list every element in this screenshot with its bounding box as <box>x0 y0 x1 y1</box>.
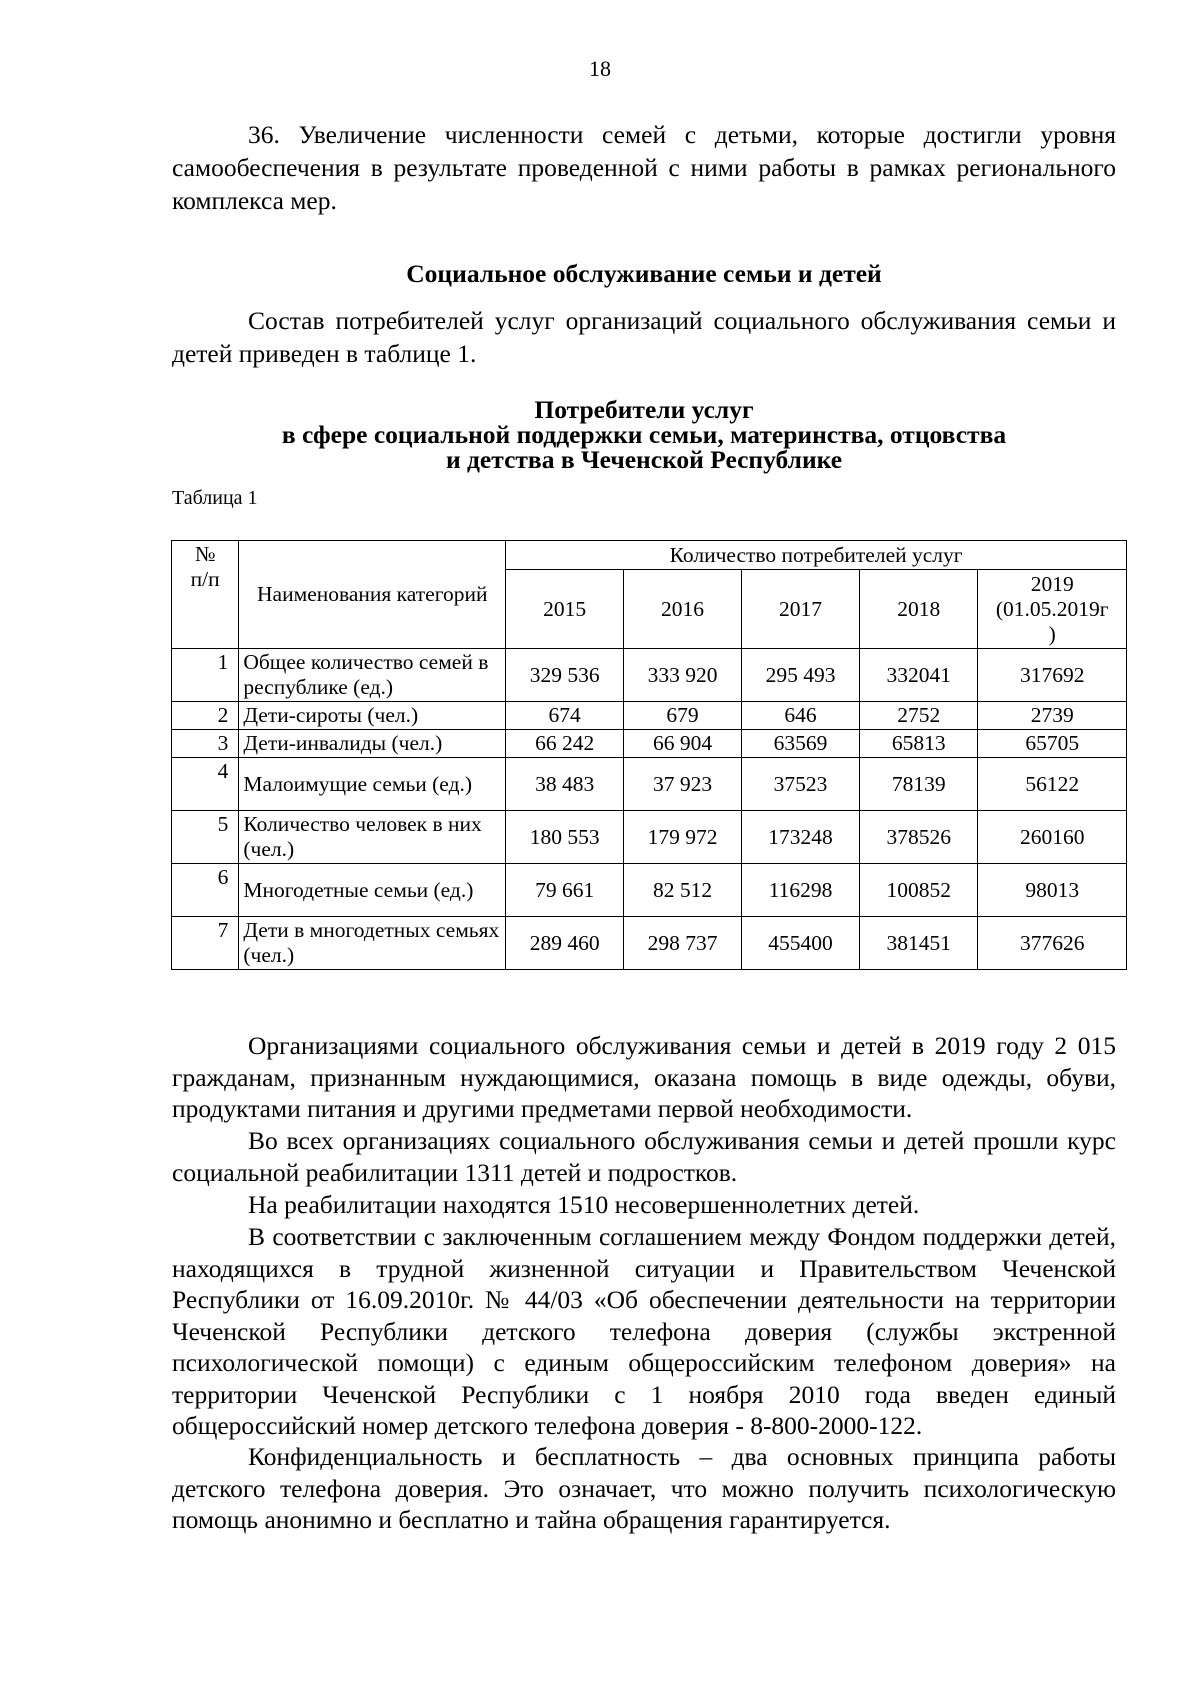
row-value-2015: 79 661 <box>506 864 624 917</box>
row-value-2015: 289 460 <box>506 917 624 970</box>
row-value-2016: 37 923 <box>624 758 742 811</box>
body-paragraph: Организациями социального обслуживания семьи и детей в 2019 году 2 015 гражданам, признанным нуждающимися, оказана помощь в виде одежды, обуви, продуктами питания и другими предметами первой необходимости. <box>172 1031 1116 1123</box>
row-category: Дети-сироты (чел.) <box>239 702 506 730</box>
header-group-cell: Количество потребителей услуг <box>506 541 1127 570</box>
consumers-table <box>171 540 1127 970</box>
row-value-2018: 2752 <box>860 702 978 730</box>
header-year-2019-line-1: 2019 <box>1030 571 1074 596</box>
row-value-2018: 78139 <box>860 758 978 811</box>
header-number-sign: № <box>194 542 216 566</box>
row-value-2015: 329 536 <box>506 649 624 702</box>
header-year-2019-line-3: ) <box>1048 621 1056 646</box>
row-number: 6 <box>172 864 239 917</box>
row-value-2018: 378526 <box>860 811 978 864</box>
row-value-2017: 116298 <box>741 864 859 917</box>
header-year-2018: 2018 <box>860 570 978 649</box>
table-row <box>172 730 1127 758</box>
table-caption: Таблица 1 <box>172 487 258 509</box>
table-header-row <box>172 541 1127 570</box>
body-paragraph: В соответствии с заключенным соглашением между Фондом поддержки детей, находящихся в трудной жизненной ситуации и Правительством Чеченской Республики от 16.09.2010г. № 44/03 «Об обеспечении деятельности на территории Чеченской Республики детского телефона доверия (службы экстренной психологической помощи) с единым общероссийским телефоном доверия» на территории Чеченской Республики с 1 ноября 2010 года введен единый общероссийский номер детского телефона доверия - 8-800-2000-122. <box>172 1222 1116 1440</box>
table-row <box>172 702 1127 730</box>
row-value-2017: 455400 <box>741 917 859 970</box>
table-row <box>172 649 1127 702</box>
section-title: Социальное обслуживание семьи и детей <box>406 259 882 288</box>
row-value-2015: 674 <box>506 702 624 730</box>
table-row <box>172 758 1127 811</box>
body-paragraph: Во всех организациях социального обслуживания семьи и детей прошли курс социальной реабилитации 1311 детей и подростков. <box>172 1126 1116 1187</box>
header-year-2019 <box>978 570 1127 649</box>
row-value-2016: 298 737 <box>624 917 742 970</box>
row-value-2017: 173248 <box>741 811 859 864</box>
table-row <box>172 864 1127 917</box>
row-value-2019: 377626 <box>978 917 1127 970</box>
body-paragraph: Конфиденциальность и бесплатность – два основных принципа работы детского телефона доверия. Это означает, что можно получить психологическую помощь анонимно и бесплатно и тайна обращения гарантируется. <box>172 1442 1116 1534</box>
row-value-2017: 37523 <box>741 758 859 811</box>
section-intro-paragraph: Состав потребителей услуг организаций социального обслуживания семьи и детей приведен в таблице 1. <box>172 306 1116 368</box>
header-number-cell <box>172 541 239 649</box>
row-category: Дети в многодетных семьях (чел.) <box>239 917 506 970</box>
row-category: Дети-инвалиды (чел.) <box>239 730 506 758</box>
body-paragraph: На реабилитации находятся 1510 несовершеннолетних детей. <box>248 1190 920 1219</box>
table-title-line-1: Потребители услуг <box>534 395 754 424</box>
header-name-cell: Наименования категорий <box>239 541 506 649</box>
row-value-2018: 100852 <box>860 864 978 917</box>
row-number: 1 <box>172 649 239 702</box>
row-value-2016: 333 920 <box>624 649 742 702</box>
row-value-2017: 646 <box>741 702 859 730</box>
intro-paragraph: 36. Увеличение численности семей с детьми, которые достигли уровня самообеспечения в результате проведенной с ними работы в рамках регионального комплекса мер. <box>172 120 1116 215</box>
page-number: 18 <box>589 56 611 81</box>
row-number: 4 <box>172 758 239 811</box>
header-year-2019-line-2: (01.05.2019г <box>995 596 1109 621</box>
row-value-2016: 179 972 <box>624 811 742 864</box>
row-value-2019: 65705 <box>978 730 1127 758</box>
table-row <box>172 917 1127 970</box>
row-value-2017: 63569 <box>741 730 859 758</box>
table-title-line-3: и детства в Чеченской Республике <box>445 445 843 474</box>
row-value-2016: 66 904 <box>624 730 742 758</box>
header-year-2015: 2015 <box>506 570 624 649</box>
row-category: Многодетные семьи (ед.) <box>239 864 506 917</box>
row-value-2019: 317692 <box>978 649 1127 702</box>
row-number: 2 <box>172 702 239 730</box>
row-number: 5 <box>172 811 239 864</box>
row-value-2015: 180 553 <box>506 811 624 864</box>
table-title-line-2: в сфере социальной поддержки семьи, материнства, отцовства <box>281 420 1007 449</box>
row-value-2019: 2739 <box>978 702 1127 730</box>
header-number-label: п/п <box>190 567 220 591</box>
row-value-2015: 66 242 <box>506 730 624 758</box>
row-value-2019: 260160 <box>978 811 1127 864</box>
row-value-2018: 332041 <box>860 649 978 702</box>
header-year-2016: 2016 <box>624 570 742 649</box>
row-category: Количество человек в них (чел.) <box>239 811 506 864</box>
row-value-2016: 679 <box>624 702 742 730</box>
table-row <box>172 811 1127 864</box>
row-value-2018: 65813 <box>860 730 978 758</box>
row-value-2018: 381451 <box>860 917 978 970</box>
header-year-2017: 2017 <box>741 570 859 649</box>
row-value-2019: 98013 <box>978 864 1127 917</box>
row-value-2017: 295 493 <box>741 649 859 702</box>
row-value-2016: 82 512 <box>624 864 742 917</box>
row-category: Малоимущие семьи (ед.) <box>239 758 506 811</box>
row-value-2015: 38 483 <box>506 758 624 811</box>
row-category: Общее количество семей в республике (ед.) <box>239 649 506 702</box>
row-value-2019: 56122 <box>978 758 1127 811</box>
row-number: 7 <box>172 917 239 970</box>
row-number: 3 <box>172 730 239 758</box>
